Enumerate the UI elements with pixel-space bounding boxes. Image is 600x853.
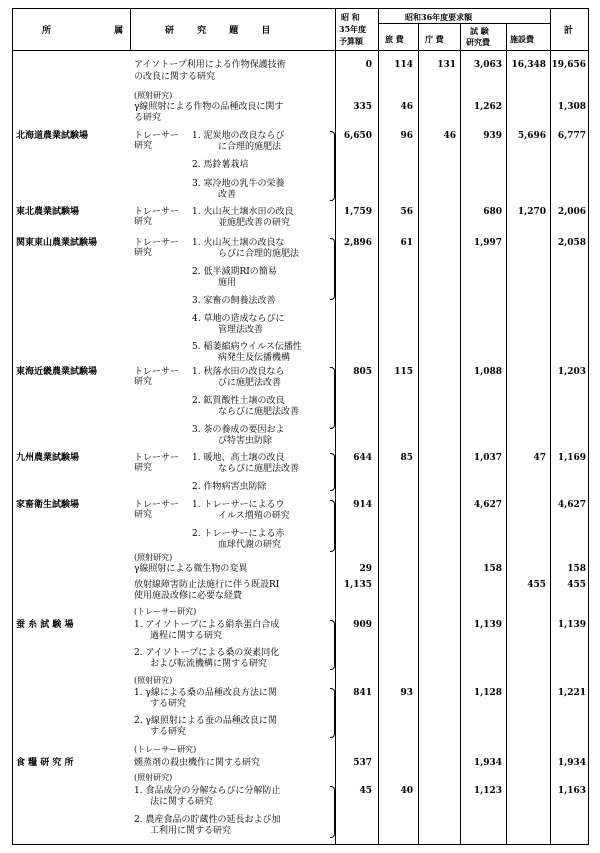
cell-exp: 1,139 [473,620,502,630]
method-label: トレーサー研究 [134,453,180,473]
cell-total: 158 [567,564,586,574]
cell-exp: 1,997 [473,238,502,248]
cell-total: 2,058 [557,238,586,248]
cell-b35: 805 [353,367,372,377]
cell-exp: 1,088 [473,367,502,377]
org-name: 蚕 糸 試 験 場 [16,620,74,630]
item-line: ならびに施肥法改善 [218,407,300,417]
topic-line: アイソトープ利用による作物保護技術 [134,60,286,70]
header-agency: 庁 費 [425,34,444,44]
cell-agency: 131 [437,60,456,70]
brace [330,453,335,491]
cell-b35: 537 [353,758,372,768]
item-line: らびに合理的施肥法 [218,249,300,259]
col-border-left [12,8,13,845]
org-name: 九州農業試験場 [16,453,80,463]
item-line: 血球代謝の研究 [218,540,282,550]
item-line: 3. 家畜の飼養法改善 [192,296,276,306]
item-line: 1. γ線による桑の品種改良方法に関 [134,688,277,698]
cell-exp: 939 [483,131,502,141]
header-request36: 昭和36年度要求額 [405,12,473,22]
cell-exp: 1,128 [473,688,502,698]
cell-fac: 47 [533,453,546,463]
item-line: び特害虫防除 [218,436,273,446]
cell-travel: 56 [400,207,413,217]
item-line: 2. 低半減期RIの簡易 [192,267,277,277]
cell-total: 19,656 [551,60,586,70]
method-label: トレーサー研究 [134,367,180,387]
cell-total: 1,169 [557,453,586,463]
cell-total: 1,221 [557,688,586,698]
cell-fac: 5,696 [517,131,546,141]
item-line: 1. 秋落水田の改良なら [192,367,285,377]
topic-line: る研究 [134,113,162,123]
col-border-fac [550,8,551,845]
item-line: 工利用に関する研究 [150,826,232,836]
item-line: 病発生及伝播機構 [218,353,291,363]
brace [330,367,335,429]
brace [330,620,335,670]
item-line: 2. 鉱質酸性土壌の改良 [192,396,285,406]
cell-b35: 909 [353,620,372,630]
method-label: (照射研究) [134,773,173,782]
item-line: 3. 寒冷地の乳牛の栄養 [192,179,285,189]
item-line: 1. トレーサーによるウ [192,500,285,510]
method-label: (トレーサー研究) [134,745,197,754]
cell-b35: 29 [359,564,372,574]
cell-b35: 644 [353,453,372,463]
cell-b35: 914 [353,500,372,510]
item-line: 改善 [218,190,237,200]
cell-exp: 1,123 [473,786,502,796]
col-border-right [588,8,589,845]
header-travel: 旅 費 [385,34,404,44]
item-line: 5. 稲萎縮病ウイルス伝播性 [192,342,302,352]
cell-travel: 96 [400,131,413,141]
topic-line: 使用施設改修に必要な経費 [134,591,243,601]
col-border-agency [460,23,461,845]
cell-exp: 158 [483,564,502,574]
cell-b35: 1,135 [343,580,372,590]
item-line: 3. 茶の養成の要因およ [192,425,285,435]
topic-line: 燻蒸剤の殺虫機作に関する研究 [134,758,261,768]
item-line: ならびに施肥法改善 [218,464,300,474]
topic-line: 放射線障害防止法施行に伴う既設RI [134,580,280,590]
cell-total: 4,627 [557,500,586,510]
item-line: および転流機構に関する研究 [150,659,268,669]
table-bottom-border [12,844,588,845]
table-top-border [12,8,588,9]
cell-total: 1,308 [557,102,586,112]
method-label: (照射研究) [134,91,173,100]
item-line: 2. 作物病害虫防除 [192,482,267,492]
cell-travel: 114 [394,60,413,70]
cell-travel: 61 [400,238,413,248]
header-exp-2: 研究費 [466,37,490,47]
method-label: トレーサー研究 [134,238,180,258]
cell-total: 6,777 [557,131,586,141]
cell-travel: 46 [400,102,413,112]
item-line: に合理的施肥法 [218,142,282,152]
cell-exp: 1,934 [473,758,502,768]
brace [330,500,335,552]
cell-b35: 6,650 [343,131,372,141]
item-line: する研究 [150,699,187,709]
item-line: 1. 泥炭地の改良ならび [192,131,285,141]
header-exp-1: 試 験 [470,26,489,36]
method-label: (トレーサー研究) [134,607,197,616]
cell-total: 1,934 [557,758,586,768]
header-b35-1: 昭 和 [341,12,360,22]
item-line: 管理法改善 [218,325,264,335]
col-border-travel [418,23,419,845]
cell-exp: 4,627 [473,500,502,510]
cell-agency: 46 [443,131,456,141]
header-sub-border [378,23,550,24]
header-org: 所 属 [42,26,154,36]
cell-total: 455 [567,580,586,590]
cell-travel: 40 [400,786,413,796]
org-name: 家畜衛生試験場 [16,500,80,510]
method-label: (照射研究) [134,676,173,685]
cell-total: 1,139 [557,620,586,630]
cell-b35: 0 [365,60,372,70]
header-facility: 施設費 [510,34,534,44]
cell-total: 2,006 [557,207,586,217]
item-line: 1. アイソトープによる絹糸蛋白合成 [134,620,280,630]
item-line: する研究 [150,727,187,737]
col-border-exp [506,23,507,845]
cell-fac: 16,348 [511,60,546,70]
brace [330,688,335,738]
item-line: イルス増殖の研究 [218,511,290,521]
header-total: 計 [564,26,574,36]
header-topic: 研 究 題 目 [165,26,281,36]
cell-b35: 335 [353,102,372,112]
item-line: 施用 [218,278,237,288]
method-label: トレーサー研究 [134,500,180,520]
method-label: トレーサー研究 [134,207,180,227]
item-line: 2. γ線照射による蚕の品種改良に関 [134,716,277,726]
cell-exp: 3,063 [473,60,502,70]
item-line: 2. 馬鈴薯栽培 [192,160,249,170]
cell-b35: 45 [359,786,372,796]
header-b35-2: 35年度 [339,24,367,34]
cell-fac: 455 [527,580,546,590]
item-line: 4. 草地の造成ならびに [192,314,285,324]
brace [330,131,335,201]
org-name: 関東東山農業試験場 [16,238,98,248]
cell-travel: 85 [400,453,413,463]
item-line: 過程に関する研究 [150,631,223,641]
cell-b35: 2,896 [343,238,372,248]
method-label: トレーサー研究 [134,131,180,151]
item-line: 法に関する研究 [150,797,214,807]
org-name: 食 糧 研 究 所 [16,758,74,768]
item-line: 2. 農産食品の貯蔵性の延長および加 [134,815,281,825]
org-name: 東北農業試験場 [16,207,80,217]
topic-line: の改良に関する研究 [134,72,216,82]
brace [330,786,335,838]
cell-total: 1,163 [557,786,586,796]
cell-travel: 115 [394,367,413,377]
topic-line: γ線照射による微生物の変異 [134,564,248,574]
brace [330,238,335,300]
item-line: 1. 食品成分の分解ならびに分解防止 [134,786,281,796]
cell-exp: 1,262 [473,102,502,112]
cell-b35: 1,759 [343,207,372,217]
cell-exp: 680 [483,207,502,217]
header-bottom-border [12,50,588,51]
item-line: 2. トレーサーによる赤 [192,529,285,539]
cell-exp: 1,037 [473,453,502,463]
cell-b35: 841 [353,688,372,698]
cell-fac: 1,270 [517,207,546,217]
header-b35-3: 予算額 [339,36,363,46]
item-line: 1. 火山灰土壌水田の改良 [192,207,294,217]
col-border-b35 [378,8,379,845]
cell-travel: 93 [400,688,413,698]
item-line: 1. 暖地、高土壌の改良 [192,453,285,463]
item-line: 2. アイソトープによる桑の炭素同化 [134,648,280,658]
org-name: 東海近畿農業試験場 [16,367,98,377]
item-line: 並施肥改善の研究 [218,218,291,228]
item-line: 1. 火山灰土壌の改良な [192,238,285,248]
item-line: びに施肥法改善 [218,378,282,388]
col-border-topic [335,8,336,845]
org-name: 北海道農業試験場 [16,131,89,141]
cell-total: 1,203 [557,367,586,377]
method-label: (照射研究) [134,553,173,562]
topic-line: γ線照射による作物の品種改良に関す [134,102,284,112]
